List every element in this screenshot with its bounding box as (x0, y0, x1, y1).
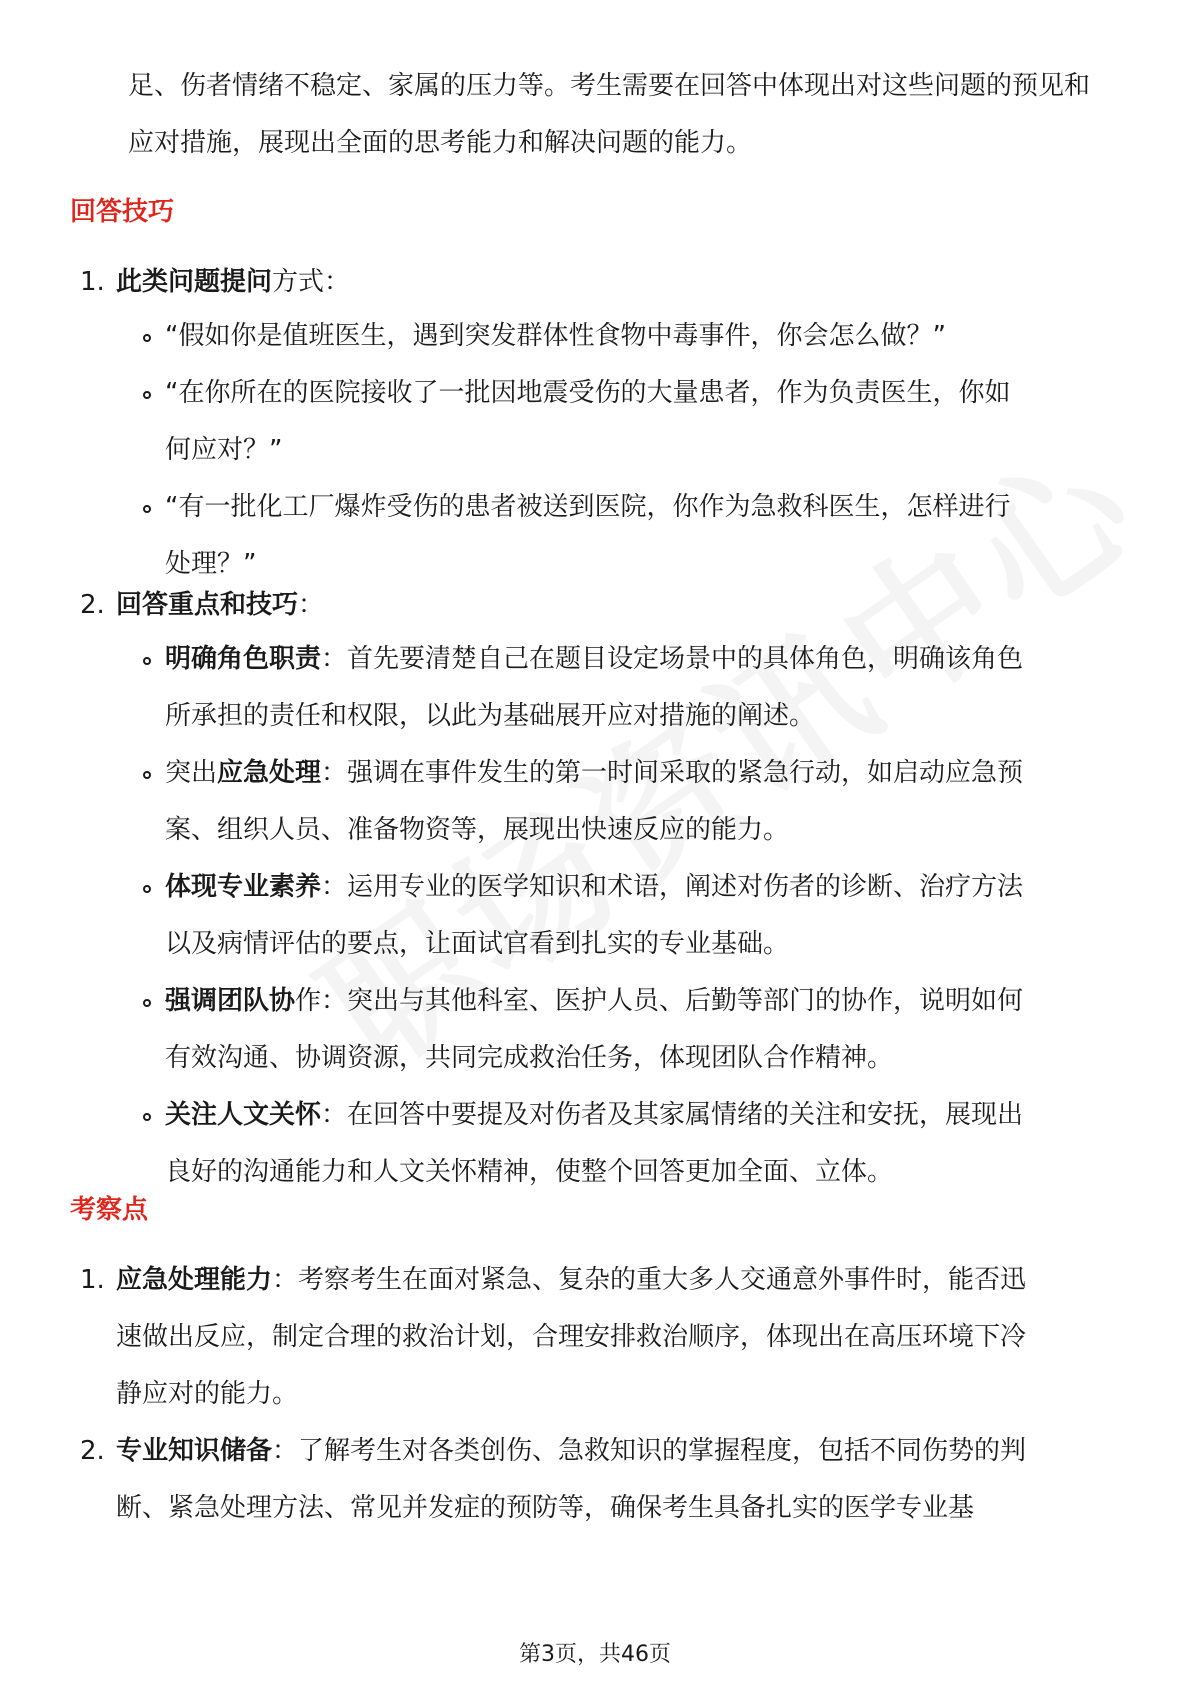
item-text: 方式： (272, 267, 351, 297)
bullet-icon (143, 505, 151, 513)
section-heading-assessment-points: 考察点 (70, 1195, 149, 1225)
point-bold-label: 专业知识储备 (116, 1436, 273, 1466)
tips-list-2 (80, 577, 1040, 634)
list-item (165, 973, 1035, 1087)
tip-prefix: 突出 (165, 758, 218, 788)
bullet-icon (143, 1113, 151, 1121)
tip-bold-label: 强调团队协 (165, 986, 296, 1016)
list-item (80, 577, 1040, 634)
answer-tips-list (165, 631, 1035, 1201)
question-examples-list (165, 308, 1035, 593)
intro-paragraph: 足、伤者情绪不稳定、家属的压力等。考生需要在回答中体现出对这些问题的预见和应对措施，展现出全面的思考能力和解决问题的能力。 (128, 71, 1091, 158)
tips-list (80, 254, 1040, 311)
tip-bold-label: 明确角色职责 (165, 644, 322, 674)
tip-bold-label: 应急处理 (217, 758, 322, 788)
list-item (165, 308, 1035, 365)
bullet-icon (143, 334, 151, 342)
bullet-icon (143, 391, 151, 399)
list-number: 1. (80, 1265, 105, 1295)
example-question: “假如你是值班医生，遇到突发群体性食物中毒事件，你会怎么做？” (165, 321, 946, 351)
list-item (80, 254, 1040, 311)
list-number: 2. (80, 1436, 105, 1466)
section-heading-answer-tips: 回答技巧 (70, 197, 175, 227)
list-item (165, 859, 1035, 973)
list-item (165, 745, 1035, 859)
list-number: 2. (80, 590, 105, 620)
point-text: ：考察考生在面对紧急、复杂的重大多人交通意外事件时，能否迅速做出反应，制定合理的救治计划，合理安排救治顺序，体现出在高压环境下冷静应对的能力。 (116, 1265, 1027, 1409)
tip-text: ：在回答中要提及对伤者及其家属情绪的关注和安抚，展现出良好的沟通能力和人文关怀精神，使整个回答更加全面、立体。 (165, 1100, 1024, 1187)
list-item (80, 1252, 1040, 1423)
item-bold-label: 此类问题提问 (116, 267, 273, 297)
point-bold-label: 应急处理能力 (116, 1265, 273, 1295)
tip-text: ：运用专业的医学知识和术语，阐述对伤者的诊断、治疗方法以及病情评估的要点，让面试官看到扎实的专业基础。 (165, 872, 1024, 959)
bullet-icon (143, 657, 151, 665)
example-question: “有一批化工厂爆炸受伤的患者被送到医院，你作为急救科医生，怎样进行处理？” (165, 492, 1011, 579)
list-item (80, 1423, 1040, 1537)
tip-text: 作：突出与其他科室、医护人员、后勤等部门的协作，说明如何有效沟通、协调资源，共同完成救治任务，体现团队合作精神。 (165, 986, 1024, 1073)
tip-text: ：首先要清楚自己在题目设定场景中的具体角色，明确该角色所承担的责任和权限，以此为基础展开应对措施的阐述。 (165, 644, 1024, 731)
tip-text: ：强调在事件发生的第一时间采取的紧急行动，如启动应急预案、组织人员、准备物资等，展现出快速反应的能力。 (165, 758, 1024, 845)
item-text: ： (298, 590, 325, 620)
list-item (165, 365, 1035, 479)
bullet-icon (143, 999, 151, 1007)
tip-bold-label: 关注人文关怀 (165, 1100, 322, 1130)
example-question: “在你所在的医院接收了一批因地震受伤的大量患者，作为负责医生，你如何应对？” (165, 378, 1011, 465)
bullet-icon (143, 771, 151, 779)
point-text: ：了解考生对各类创伤、急救知识的掌握程度，包括不同伤势的判断、紧急处理方法、常见并发症的预防等，确保考生具备扎实的医学专业基 (116, 1436, 1027, 1523)
page-footer: 第3页，共46页 (519, 1642, 671, 1667)
list-item (165, 479, 1035, 593)
item-bold-label: 回答重点和技巧 (116, 590, 299, 620)
list-item (165, 1087, 1035, 1201)
assessment-points-list (80, 1252, 1040, 1537)
bullet-icon (143, 885, 151, 893)
list-number: 1. (80, 267, 105, 297)
list-item (165, 631, 1035, 745)
tip-bold-label: 体现专业素养 (165, 872, 322, 902)
